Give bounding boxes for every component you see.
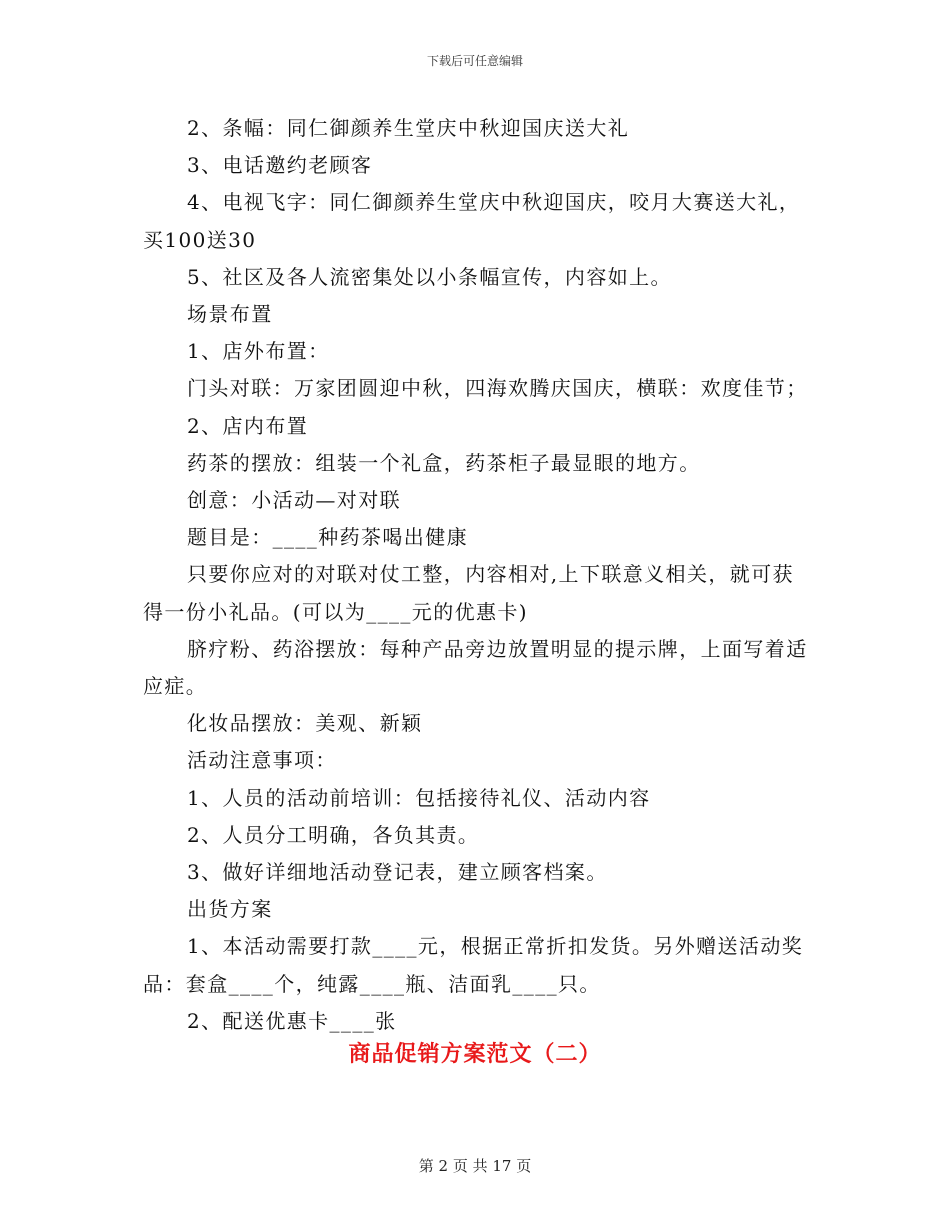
- page-header: 下载后可任意编辑: [426, 54, 523, 68]
- page-footer: 第 2 页 共 17 页: [418, 1157, 532, 1175]
- paragraph: 5、社区及各人流密集处以小条幅宣传，内容如上。: [187, 264, 672, 289]
- paragraph: 化妆品摆放：美观、新颖: [187, 711, 423, 736]
- paragraph: 1、人员的活动前培训：包括接待礼仪、活动内容: [187, 785, 651, 810]
- section-heading: 场景布置: [187, 302, 273, 327]
- paragraph: 4、电视飞字：同仁御颜养生堂庆中秋迎国庆，咬月大赛送大礼，买100送30: [143, 190, 801, 252]
- paragraph: 题目是：____种药茶喝出健康: [187, 525, 468, 550]
- paragraph: 只要你应对的对联对仗工整，内容相对,上下联意义相关，就可获得一份小礼品。(可以为____元的优惠卡): [143, 562, 794, 624]
- paragraph: 脐疗粉、药浴摆放：每种产品旁边放置明显的提示牌，上面写着适应症。: [143, 636, 808, 699]
- paragraph: 门头对联：万家团圆迎中秋，四海欢腾庆国庆，横联：欢度佳节；: [187, 376, 808, 401]
- paragraph: 1、本活动需要打款____元，根据正常折扣发货。另外赠送活动奖品：套盒____个，纯露____瓶、洁面乳____只。: [143, 934, 804, 996]
- paragraph: 药茶的摆放：组装一个礼盒，药茶柜子最显眼的地方。: [187, 450, 701, 475]
- document-body: [143, 110, 808, 1040]
- paragraph: 3、做好详细地活动登记表，建立顾客档案。: [187, 860, 608, 885]
- paragraph: 2、条幅：同仁御颜养生堂庆中秋迎国庆送大礼: [187, 116, 630, 140]
- paragraph: 2、人员分工明确，各负其责。: [187, 822, 480, 847]
- paragraph: 3、电话邀约老顾客: [187, 153, 373, 178]
- section-heading: 出货方案: [187, 897, 273, 922]
- section-title: 商品促销方案范文（二）: [348, 1041, 602, 1067]
- paragraph: 1、店外布置：: [187, 339, 330, 364]
- paragraph: 创意：小活动—对对联: [187, 488, 401, 513]
- section-heading: 活动注意事项：: [187, 748, 337, 773]
- paragraph: 2、店内布置: [187, 413, 309, 438]
- paragraph: 2、配送优惠卡____张: [187, 1008, 397, 1033]
